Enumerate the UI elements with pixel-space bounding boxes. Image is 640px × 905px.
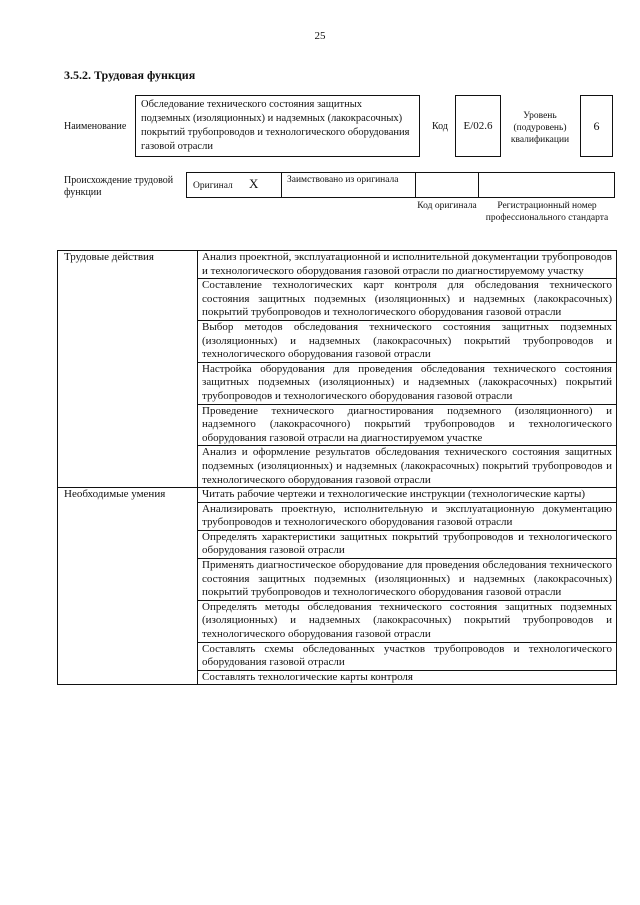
group-spacer [58,502,198,530]
table-row [58,404,617,446]
code-caption: Код оригинала [417,201,477,211]
reg-caption: Регистрационный номер профессионального стандарта [485,201,609,223]
table-row [58,279,617,321]
table-cell: Читать рабочие чертежи и технологические инструкции (технологические карты) [198,488,617,503]
group-spacer [58,670,198,685]
group-spacer [58,320,198,362]
code-value-box: E/02.6 [455,95,501,157]
table-row [58,320,617,362]
table-row [58,251,617,279]
table-row [58,530,617,558]
group-spacer [58,559,198,601]
table-row [58,600,617,642]
table-cell: Определять методы обследования технического состояния защитных подземных (изоляционных) и надземных (лакокрасочных) покрытий трубопроводов и технологического оборудования газовой отрасли [198,600,617,642]
table-cell: Составление технологических карт контроля для обследования технического состояния защитных подземных (изоляционных) и надземных (лакокрасочных) покрытий трубопроводов и технологического оборудования газовой отрасли [198,279,617,321]
table-cell: Настройка оборудования для проведения обследования технического состояния защитных подземных (изоляционных) и надземных (лакокрасочных) покрытий трубопроводов и технологического оборудования газовой отрасли [198,362,617,404]
group-spacer [58,404,198,446]
group-title: Необходимые умения [58,488,198,503]
table-cell: Анализ проектной, эксплуатационной и исполнительной документации трубопроводов и технологического оборудования газовой отрасли по диагностируемому участку [198,251,617,279]
group-spacer [58,279,198,321]
table-row [58,559,617,601]
table-cell: Анализ и оформление результатов обследования технического состояния защитных подземных (изоляционных) и надземных (лакокрасочных) покрытий трубопроводов и технологического оборудования газовой отрасли [198,446,617,488]
table-row [58,642,617,670]
table-cell: Выбор методов обследования технического состояния защитных подземных (изоляционных) и надземных (лакокрасочных) покрытий трубопроводов и технологического оборудования газовой отрасли [198,320,617,362]
function-name-box: Обследование технического состояния защитных подземных (изоляционных) и надземных (лакокрасочных) покрытий трубопроводов и технологического оборудования газовой отрасли [135,95,420,157]
table-cell: Составлять технологические карты контроля [198,670,617,685]
origin-label: Происхождение трудовой функции [64,175,174,198]
group-spacer [58,642,198,670]
level-value-box: 6 [580,95,613,157]
code-label: Код [432,121,448,132]
labor-function-table [57,250,617,685]
level-label: Уровень (подуровень) квалификации [510,111,570,145]
table-cell: Анализировать проектную, исполнительную и эксплуатационную документацию трубопроводов и технологического оборудования газовой отрасли [198,502,617,530]
origin-original-cell [186,172,282,198]
table-row [58,670,617,685]
original-label: Оригинал [193,181,233,191]
table-cell: Определять характеристики защитных покрытий трубопроводов и технологического оборудования газовой отрасли [198,530,617,558]
group-spacer [58,446,198,488]
table-row [58,446,617,488]
section-title: 3.5.2. Трудовая функция [64,68,196,82]
table-cell: Составлять схемы обследованных участков трубопроводов и технологического оборудования газовой отрасли [198,642,617,670]
table-row [58,362,617,404]
group-spacer [58,362,198,404]
group-spacer [58,530,198,558]
table-cell: Проведение технического диагностирования подземного (изоляционного) и надземного (лакокрасочного) покрытий трубопроводов и технологического оборудования газовой отрасли на диагностируемом участке [198,404,617,446]
group-title: Трудовые действия [58,251,198,279]
original-mark: X [249,176,259,191]
origin-code-cell [415,172,479,198]
table-row [58,502,617,530]
table-cell: Применять диагностическое оборудование для проведения обследования технического состояния защитных подземных (изоляционных) и надземных (лакокрасочных) покрытий трубопроводов и технологического оборудования газовой отрасли [198,559,617,601]
table-row [58,488,617,503]
page-number: 25 [314,30,326,42]
name-label: Наименование [64,121,127,132]
origin-borrowed-cell: Заимствовано из оригинала [281,172,416,198]
group-spacer [58,600,198,642]
origin-reg-cell [478,172,615,198]
